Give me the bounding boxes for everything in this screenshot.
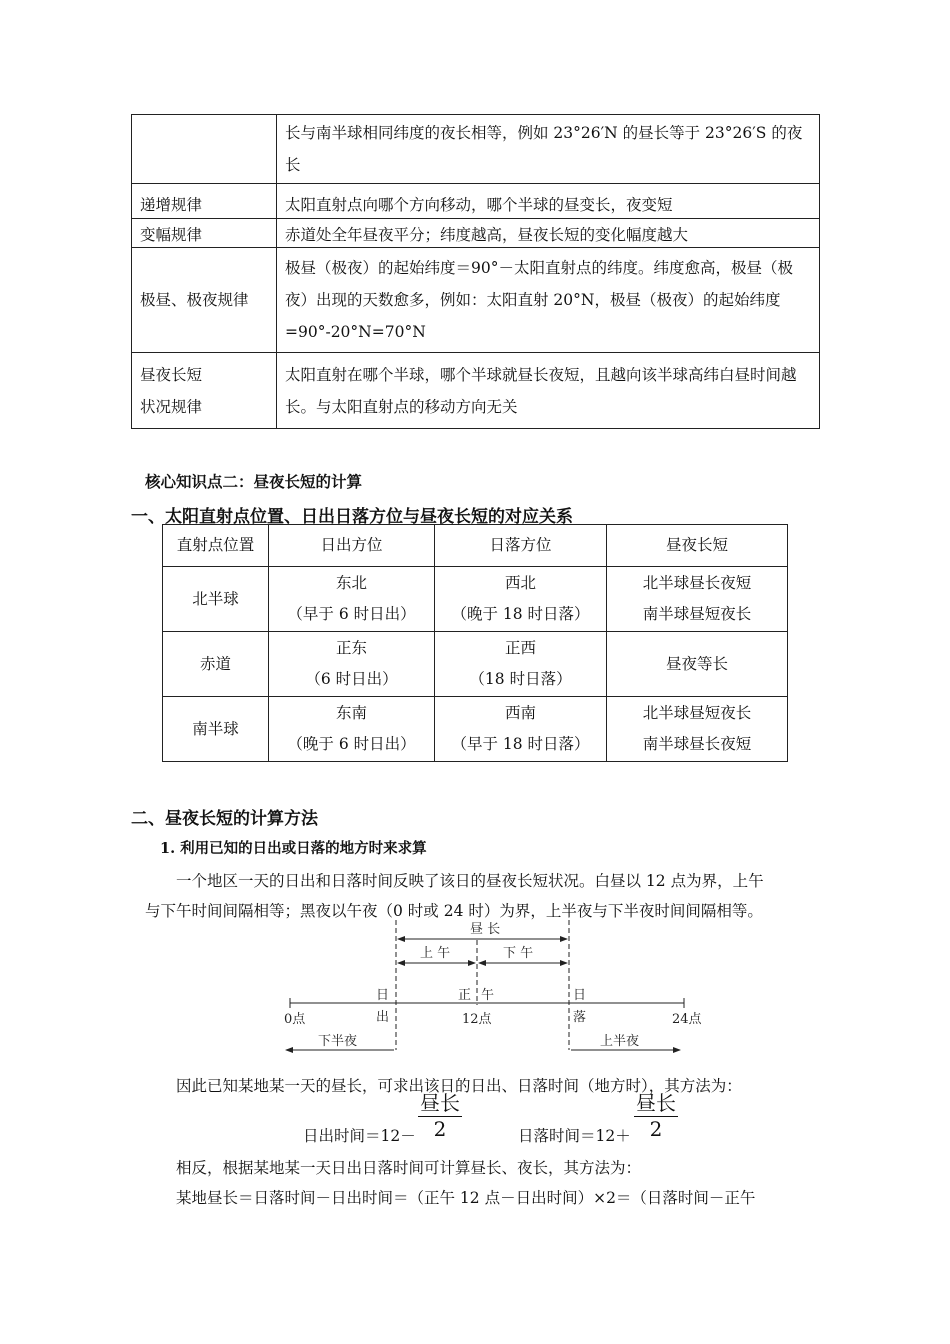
- sunrise-label: 出: [376, 1010, 390, 1025]
- second-half-night-label: 下半夜: [318, 1034, 358, 1049]
- table-row: [132, 248, 820, 353]
- first-half-night-label: 上半夜: [600, 1034, 640, 1049]
- section-title: 核心知识点二：昼夜长短的计算: [145, 472, 363, 491]
- time-note: （晚于 6 时日出）: [287, 735, 416, 753]
- row-content: 赤道处全年昼夜平分；纬度越高，昼夜长短的变化幅度越大: [277, 219, 820, 248]
- day-night-diagram: [0, 915, 950, 1065]
- row-label: 极昼、极夜规律: [132, 248, 277, 353]
- fraction-denominator: 2: [649, 1117, 663, 1141]
- length-cell: [607, 697, 788, 762]
- sun-position-table: [162, 524, 788, 762]
- tick-label: 24点: [672, 1012, 702, 1027]
- fraction-denominator: 2: [433, 1117, 447, 1141]
- length-note: 北半球昼长夜短: [642, 574, 752, 592]
- time-note: （6 时日出）: [305, 670, 398, 688]
- subsection-title: 1. 利用已知的日出或日落的地方时来求算: [160, 840, 427, 857]
- length-note: 北半球昼短夜长: [642, 704, 752, 722]
- direction: 西北: [504, 574, 536, 592]
- length-note: 南半球昼长夜短: [642, 735, 752, 753]
- row-content: 长与南半球相同纬度的夜长相等，例如 23°26′N 的昼长等于 23°26′S 的夜长: [277, 115, 820, 184]
- row-content: 太阳直射点向哪个方向移动，哪个半球的昼变长，夜变短: [277, 184, 820, 219]
- section-title: 二、昼夜长短的计算方法: [131, 809, 318, 829]
- table-row: [132, 219, 820, 248]
- row-content: 极昼（极夜）的起始纬度＝90°－太阳直射点的纬度。纬度愈高，极昼（极夜）出现的天数愈多，例如：太阳直射 20°N，极昼（极夜）的起始纬度=90°-20°N=70°N: [277, 248, 820, 353]
- header-cell: 日出方位: [269, 525, 435, 567]
- afternoon-label: 下 午: [503, 946, 534, 961]
- tick-label: 0点: [284, 1012, 306, 1027]
- fraction: [634, 1090, 678, 1141]
- time-note: （早于 18 时日落）: [451, 735, 590, 753]
- fraction: [418, 1090, 462, 1141]
- row-label: 递增规律: [132, 184, 277, 219]
- position-cell: 南半球: [163, 697, 269, 762]
- formula-sunrise: 日出时间＝12－: [303, 1127, 416, 1145]
- time-note: （晚于 18 时日落）: [451, 605, 590, 623]
- subsection-title: 一、太阳直射点位置、日出日落方位与昼夜长短的对应关系: [131, 507, 573, 527]
- sunrise-cell: [269, 697, 435, 762]
- table-row: [132, 184, 820, 219]
- paragraph: 因此已知某地某一天的昼长，可求出该日的日出、日落时间（地方时），其方法为：: [176, 1077, 742, 1095]
- sunrise-cell: [269, 567, 435, 632]
- table-row: [163, 632, 788, 697]
- day-length-label: 昼 长: [470, 922, 501, 937]
- direction: 东南: [335, 704, 367, 722]
- tick-label: 12点: [462, 1012, 492, 1027]
- row-label-text: 昼夜长短状况规律: [140, 365, 203, 416]
- sunset-cell: [435, 632, 607, 697]
- morning-label: 上 午: [420, 946, 451, 961]
- table-row: [132, 353, 820, 429]
- position-cell: 北半球: [163, 567, 269, 632]
- length-cell: 昼夜等长: [607, 632, 788, 697]
- paragraph: 与下午时间间隔相等；黑夜以午夜（0 时或 24 时）为界，上半夜与下半夜时间间隔相等。: [145, 902, 763, 920]
- rules-table: [131, 114, 820, 429]
- row-label: [132, 353, 277, 429]
- header-cell: 昼夜长短: [607, 525, 788, 567]
- table-header-row: [163, 525, 788, 567]
- length-note: 南半球昼短夜长: [642, 605, 752, 623]
- header-cell: 直射点位置: [163, 525, 269, 567]
- paragraph: 相反，根据某地某一天日出日落时间可计算昼长、夜长，其方法为：: [176, 1159, 642, 1177]
- fraction-numerator: 昼长: [636, 1091, 676, 1115]
- sunrise-cell: [269, 632, 435, 697]
- sunset-label: 日: [573, 988, 587, 1003]
- sunset-cell: [435, 567, 607, 632]
- time-note: （早于 6 时日出）: [287, 605, 416, 623]
- sunset-cell: [435, 697, 607, 762]
- sunrise-label: 日: [376, 988, 390, 1003]
- paragraph: 某地昼长＝日落时间－日出时间＝（正午 12 点－日出时间）×2＝（日落时间－正午: [176, 1189, 756, 1207]
- length-cell: [607, 567, 788, 632]
- direction: 正东: [335, 639, 367, 657]
- noon-label: 午: [481, 988, 495, 1003]
- noon-label: 正: [458, 988, 472, 1003]
- direction: 西南: [504, 704, 536, 722]
- table-row: [132, 115, 820, 184]
- row-label: [132, 115, 277, 184]
- direction: 正西: [504, 639, 536, 657]
- row-label: 变幅规律: [132, 219, 277, 248]
- table-row: [163, 697, 788, 762]
- formula-sunset: 日落时间＝12＋: [518, 1127, 631, 1145]
- row-content: 太阳直射在哪个半球，哪个半球就昼长夜短，且越向该半球高纬白昼时间越长。与太阳直射点的移动方向无关: [277, 353, 820, 429]
- time-note: （18 时日落）: [469, 670, 572, 688]
- sunset-label: 落: [573, 1010, 587, 1025]
- table-row: [163, 567, 788, 632]
- fraction-numerator: 昼长: [420, 1091, 460, 1115]
- direction: 东北: [335, 574, 367, 592]
- paragraph: 一个地区一天的日出和日落时间反映了该日的昼夜长短状况。白昼以 12 点为界，上午: [176, 872, 764, 890]
- header-cell: 日落方位: [435, 525, 607, 567]
- position-cell: 赤道: [163, 632, 269, 697]
